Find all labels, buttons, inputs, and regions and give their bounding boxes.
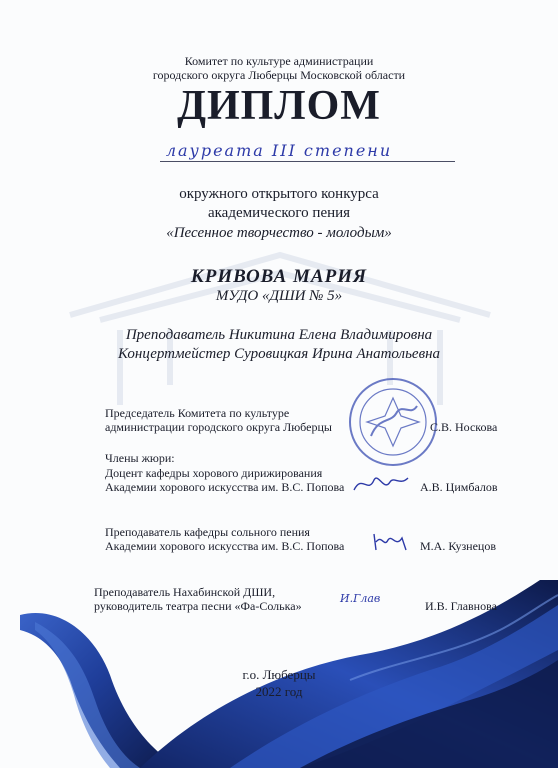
accompanist-line: Концертмейстер Суровицкая Ирина Анатольевна [117,346,441,362]
jury1-line-1: Доцент кафедры хорового дирижирования [105,466,323,480]
laureate-school: МУДО «ДШИ № 5» [215,288,343,304]
jury1-name: А.В. Цимбалов [420,480,498,494]
jury3-line-1: Преподаватель Нахабинской ДШИ, [94,585,276,599]
chair-title-line-1: Председатель Комитета по культуре [105,406,290,420]
jury2-line-1: Преподаватель кафедры сольного пения [105,525,310,539]
ribbon-decoration [0,560,558,768]
jury3-line-2: руководитель театра песни «Фа-Солька» [94,599,302,613]
degree-underline [160,161,455,162]
stamp-seal-icon [347,376,439,468]
signature-3-handwritten: И.Глав [340,592,381,605]
contest-line-1: окружного открытого конкурса [179,186,379,202]
teacher-line: Преподаватель Никитина Елена Владимировна [125,327,433,343]
org-line-1: Комитет по культуре администрации [184,54,374,68]
jury3-name: И.В. Главнова [425,599,497,613]
contest-line-2: академического пения [207,205,351,221]
jury-title: Члены жюри: [105,451,175,465]
org-line-2: городского округа Люберцы Московской области [152,68,406,82]
contest-title: «Песенное творчество - молодым» [166,225,392,241]
laureate-name: КРИВОВА МАРИЯ [190,266,368,287]
jury1-line-2: Академии хорового искусства им. В.С. Попова [105,480,345,494]
jury2-name: М.А. Кузнецов [420,539,497,553]
diploma-title: ДИПЛОМ [177,83,381,129]
signature-1-icon [350,470,410,498]
footer-year: 2022 год [255,684,303,699]
jury2-line-2: Академии хорового искусства им. В.С. Попова [105,539,345,553]
degree-handwritten: лауреата III степени [165,141,393,160]
chair-name: С.В. Носкова [430,420,498,434]
chair-title-line-2: администрации городского округа Люберцы [105,420,332,434]
signature-2-icon [370,530,410,554]
footer-city: г.о. Люберцы [242,667,316,682]
